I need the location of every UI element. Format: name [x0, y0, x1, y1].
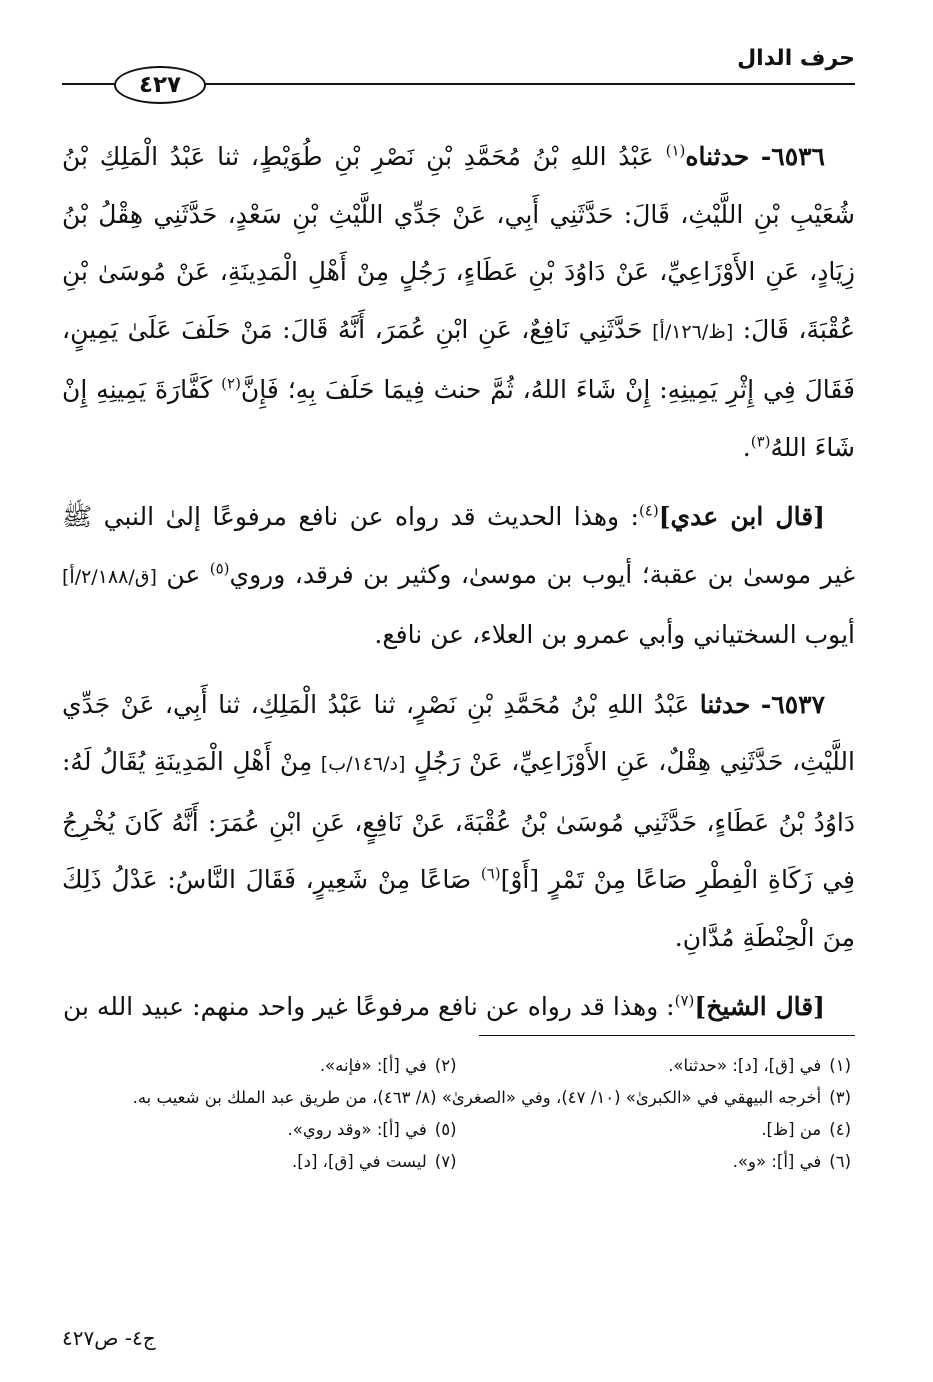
page-number-badge: ٤٢٧: [114, 66, 206, 104]
footnotes: [62, 1050, 851, 1178]
hadith-text: حَدَّثَنِي نَافِعٌ، عَنِ ابْنِ عُمَرَ، أَنَّهُ قَالَ: مَنْ حَلَفَ عَلَىٰ يَمِينٍ، فَقَالَ فِي إِثْرِ يَمِينِهِ: إِنْ شَاءَ اللهُ، ثُمَّ حنث فِيمَا حَلَفَ بِهِ؛ فَإِنَّ: [62, 314, 855, 404]
hadith-6536: [62, 128, 855, 476]
commentary-ibn-adi: [62, 488, 855, 664]
footnote-text: في [أ]: «وقد روي».: [287, 1120, 427, 1139]
footnote-text: أخرجه البيهقي في «الكبرىٰ» (١٠/ ٤٧)، وفي «الصغرىٰ» (٨/ ٤٦٣)، من طريق عبد الملك بن شعيب به.: [132, 1088, 822, 1107]
footnote-text: ليست في [ق]، [د].: [291, 1152, 427, 1171]
hadith-6537: [62, 676, 855, 967]
commentary-text: : وهذا الحديث قد رواه عن نافع مرفوعًا إلىٰ النبي ﷺ غير موسىٰ بن عقبة؛ أيوب بن موسىٰ، وكثير بن فرقد، وروي: [62, 502, 856, 589]
footnote-ref: (٦): [480, 864, 501, 883]
footnote-4: [457, 1114, 852, 1146]
footnote-ref: (٣): [750, 432, 771, 451]
chapter-title: حرف الدال: [737, 46, 855, 71]
footnote-row: [62, 1146, 851, 1178]
hadith-text: .: [742, 432, 751, 462]
manuscript-ref: [ق/٢/١٨٨/أ]: [62, 565, 157, 588]
hadith-text: عَبْدُ اللهِ بْنُ مُحَمَّدِ بْنِ نَصْرِ بْنِ طُوَيْطٍ، ثنا عَبْدُ الْمَلِكِ بْنُ شُعَيْبِ بْنِ اللَّيْثِ، قَالَ: حَدَّثَنِي أَبِي، عَنْ جَدِّي اللَّيْثِ بْنِ سَعْدٍ، حَدَّثَنِي هِقْلُ بْنُ زِيَادٍ، عَنِ الأَوْزَاعِيِّ، عَنْ دَاوُدَ بْنِ عَطَاءٍ، رَجُلٍ مِنْ أَهْلِ الْمَدِينَةِ، عَنْ مُوسَىٰ بْنِ عُقْبَةَ، قَالَ:: [62, 142, 855, 344]
commentary-keyword: [قال ابن عدي]: [658, 502, 825, 531]
footnote-number: (١): [829, 1056, 851, 1075]
footnote-text: في [أ]: «و».: [732, 1152, 822, 1171]
hadith-text: صَاعًا مِنْ شَعِيرٍ، فَقَالَ النَّاسُ: عَدْلُ ذَلِكَ مِنَ الْحِنْطَةِ مُدَّانِ.: [62, 865, 855, 952]
footnote-number: (٧): [434, 1152, 457, 1171]
footnote-rule: [479, 1035, 855, 1036]
footnote-5: [62, 1114, 457, 1146]
footnote-1: [457, 1050, 852, 1082]
manuscript-ref: [ظ/١٢٦/أ]: [652, 320, 734, 343]
page-body: [62, 128, 855, 1048]
commentary-text: : وهذا قد رواه عن نافع مرفوعًا غير واحد منهم: عبيد الله بن: [62, 992, 675, 1021]
manuscript-ref: [د/١٤٦/ب]: [320, 753, 406, 775]
footnote-ref: (٥): [209, 559, 230, 578]
page-header: [62, 40, 855, 98]
footnote-ref: (١): [665, 141, 686, 160]
footnote-number: (٢): [434, 1056, 457, 1075]
hadith-number: ٦٥٣٧-: [760, 689, 825, 719]
footnote-7: [62, 1146, 457, 1178]
hadith-text: مِنْ أَهْلِ الْمَدِينَةِ يُقَالُ لَهُ: دَاوُدُ بْنُ عَطَاءٍ، حَدَّثَنِي مُوسَىٰ بْنُ عُقْبَةَ، عَنْ نَافِعٍ، عَنِ ابْنِ عُمَرَ: أَنَّهُ كَانَ يُخْرِجُ فِي زَكَاةِ الْفِطْرِ صَاعًا مِنْ تَمْرٍ [أَوْ]: [62, 747, 855, 894]
footnote-row: [62, 1082, 851, 1114]
hadith-text: عَبْدُ اللهِ بْنُ مُحَمَّدِ بْنِ نَصْرٍ، ثنا عَبْدُ الْمَلِكِ، ثنا أَبِي، عَنْ جَدِّي اللَّيْثِ، حَدَّثَنِي هِقْلٌ، عَنِ الأَوْزَاعِيِّ، عَنْ رَجُلٍ: [62, 689, 855, 776]
footnote-ref: (٧): [674, 991, 695, 1010]
footnote-row: [62, 1050, 851, 1082]
hadith-text: كَفَّارَةَ يَمِينِهِ إِنْ شَاءَ اللهُ: [62, 375, 855, 462]
footnote-number: (٥): [434, 1120, 457, 1139]
hadith-keyword: حدثناه: [685, 142, 750, 171]
commentary-text: أيوب السختياني وأبي عمرو بن العلاء، عن نافع.: [374, 620, 855, 649]
footnote-text: في [ق]، [د]: «حدثنا».: [668, 1056, 822, 1075]
hadith-number: ٦٥٣٦-: [760, 142, 825, 171]
commentary-keyword: [قال الشيخ]: [694, 992, 825, 1021]
footnote-number: (٣): [829, 1088, 851, 1107]
footnote-3: [62, 1082, 851, 1114]
footnote-text: من [ظ].: [761, 1120, 822, 1139]
footnote-2: [62, 1050, 457, 1082]
footnote-number: (٦): [829, 1152, 851, 1171]
footnote-ref: (٤): [638, 501, 659, 520]
commentary-shaykh: [62, 978, 855, 1036]
commentary-text: عن: [156, 559, 210, 589]
hadith-keyword: حدثنا: [699, 689, 751, 719]
footnote-number: (٤): [829, 1120, 851, 1139]
footnote-ref: (٢): [221, 374, 241, 393]
volume-page-ref: ج٤- ص٤٢٧: [62, 1326, 156, 1350]
footnote-text: في [أ]: «فإنه».: [319, 1056, 427, 1075]
footnote-6: [457, 1146, 852, 1178]
footnote-row: [62, 1114, 851, 1146]
